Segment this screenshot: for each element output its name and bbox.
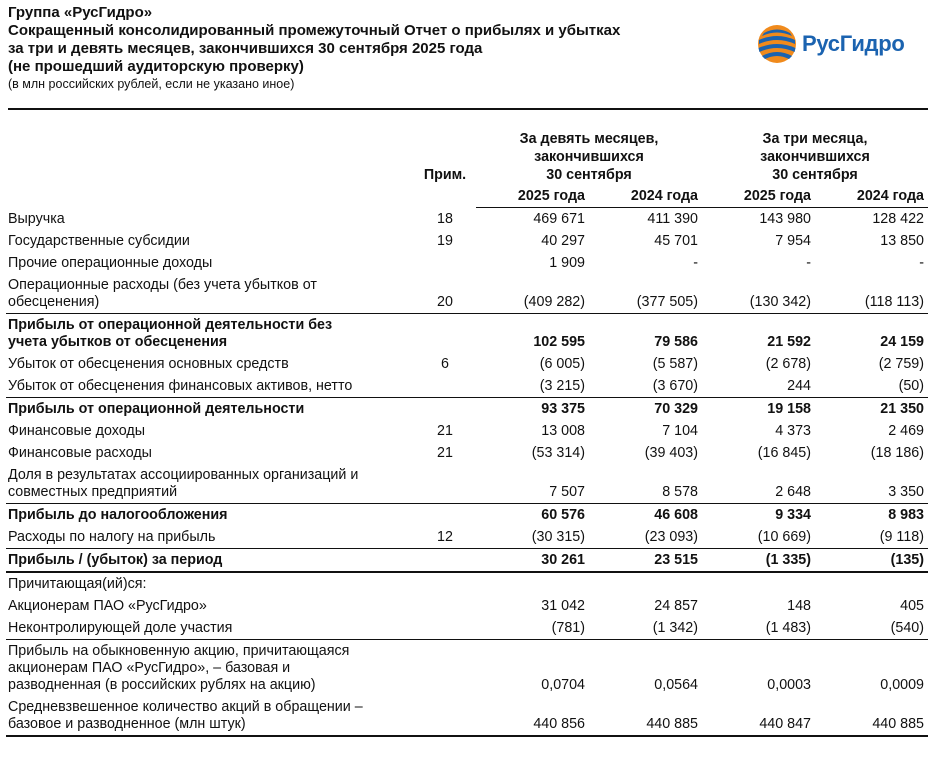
table-row <box>6 595 928 617</box>
row-value: (1 335) <box>702 549 815 573</box>
audit-status: (не прошедший аудиторскую проверку) <box>8 58 304 75</box>
rushydro-globe-icon <box>756 23 798 65</box>
row-note: 18 <box>437 211 453 227</box>
row-value: (3 670) <box>652 378 698 394</box>
table-row <box>6 617 928 640</box>
row-label: Финансовые доходы <box>8 423 146 439</box>
row-value: 440 847 <box>702 696 815 736</box>
row-label: Прибыль от операционной деятельности без учета убытков от обесценения <box>6 314 414 354</box>
row-note <box>414 549 476 573</box>
row-value: (118 113) <box>864 294 924 310</box>
row-value: 7 104 <box>662 423 698 439</box>
table-row <box>6 420 928 442</box>
row-note <box>414 617 476 640</box>
row-value: (3 215) <box>539 378 585 394</box>
row-value: 21 592 <box>702 314 815 354</box>
row-value: 23 515 <box>589 549 702 573</box>
row-value: (409 282) <box>523 294 585 310</box>
row-value: 469 671 <box>533 211 585 227</box>
row-value: 93 375 <box>476 398 589 421</box>
row-value: 7 954 <box>775 233 811 249</box>
row-value: 405 <box>900 598 924 614</box>
row-note: 19 <box>437 233 453 249</box>
row-value: 143 980 <box>759 211 811 227</box>
row-value: 440 856 <box>476 696 589 736</box>
row-note <box>414 314 476 354</box>
row-value: (135) <box>815 549 928 573</box>
row-value: (1 483) <box>702 617 815 640</box>
row-value: (5 587) <box>652 356 698 372</box>
note-column-header: Прим. <box>423 167 467 183</box>
row-note: 20 <box>437 294 453 310</box>
row-value: (1 342) <box>589 617 702 640</box>
row-value: 24 159 <box>815 314 928 354</box>
row-label: Прибыль до налогообложения <box>6 504 414 527</box>
row-value: - <box>919 255 924 271</box>
row-label: Прибыль на обыкновенную акцию, причитающаяся акционерам ПАО «РусГидро», – базовая и разводненная (в российских рублях на акцию) <box>8 643 350 693</box>
row-value: 21 350 <box>815 398 928 421</box>
row-value: (16 845) <box>757 445 811 461</box>
row-value: (18 186) <box>870 445 924 461</box>
row-label: Выручка <box>8 211 65 227</box>
row-value: (30 315) <box>531 529 585 545</box>
row-value: 13 008 <box>541 423 585 439</box>
row-note <box>414 252 476 274</box>
row-value: 148 <box>787 598 811 614</box>
rushydro-logo <box>756 20 916 68</box>
row-value: 0,0003 <box>767 677 811 693</box>
row-value: (39 403) <box>644 445 698 461</box>
three-months-header: За три месяца, закончившихся 30 сентября <box>760 131 870 183</box>
row-value: 2 648 <box>775 484 811 500</box>
column-group-header <box>6 130 928 184</box>
row-value: 0,0564 <box>654 677 698 693</box>
row-value: 19 158 <box>702 398 815 421</box>
row-label: Операционные расходы (без учета убытков от обесценения) <box>8 277 317 310</box>
row-value: 45 701 <box>654 233 698 249</box>
table-row <box>6 696 928 736</box>
year-header: 2024 года <box>589 184 702 208</box>
units-note: (в млн российских рублей, если не указано иное) <box>8 77 295 91</box>
report-period: за три и девять месяцев, закончившихся 30 сентября 2025 года <box>8 40 483 57</box>
row-value: 24 857 <box>654 598 698 614</box>
subtotal-row <box>6 398 928 421</box>
row-label: Государственные субсидии <box>8 233 190 249</box>
row-value: 9 334 <box>702 504 815 527</box>
row-value: 0,0009 <box>880 677 924 693</box>
table-row <box>6 208 928 231</box>
row-value: 7 507 <box>549 484 585 500</box>
row-label: Акционерам ПАО «РусГидро» <box>8 598 207 614</box>
row-value: (130 342) <box>749 294 811 310</box>
row-label: Убыток от обесценения финансовых активов, нетто <box>8 378 353 394</box>
row-value: (6 005) <box>539 356 585 372</box>
subtotal-row <box>6 314 928 354</box>
row-value: 31 042 <box>541 598 585 614</box>
report-header <box>8 4 728 92</box>
company-name: Группа «РусГидро» <box>8 4 153 21</box>
row-label: Неконтролирующей доле участия <box>6 617 414 640</box>
row-value: - <box>693 255 698 271</box>
row-note <box>414 696 476 736</box>
income-statement-table <box>6 130 928 737</box>
table-row <box>6 526 928 549</box>
row-label: Финансовые расходы <box>8 445 152 461</box>
table-row <box>6 252 928 274</box>
row-value: 3 350 <box>888 484 924 500</box>
report-title: Сокращенный консолидированный промежуточный Отчет о прибылях и убытках <box>8 22 621 39</box>
table-row <box>6 640 928 697</box>
row-label: Прибыль / (убыток) за период <box>6 549 414 573</box>
row-note <box>414 595 476 617</box>
row-note: 21 <box>437 423 453 439</box>
row-label: Причитающая(ий)ся: <box>8 576 147 592</box>
row-value: 40 297 <box>541 233 585 249</box>
row-value: 30 261 <box>476 549 589 573</box>
header-divider <box>8 108 928 110</box>
row-value: 0,0704 <box>541 677 585 693</box>
row-value: (540) <box>815 617 928 640</box>
row-value: - <box>806 255 811 271</box>
year-header: 2025 года <box>476 184 589 208</box>
row-value: 13 850 <box>880 233 924 249</box>
row-value: 440 885 <box>589 696 702 736</box>
row-label: Прибыль от операционной деятельности <box>6 398 414 421</box>
row-value: (2 678) <box>765 356 811 372</box>
row-value: 128 422 <box>872 211 924 227</box>
row-value: 8 983 <box>815 504 928 527</box>
row-label: Убыток от обесценения основных средств <box>8 356 289 372</box>
table-row <box>6 274 928 314</box>
row-value: (377 505) <box>636 294 698 310</box>
row-note <box>414 640 476 697</box>
row-value: 244 <box>787 378 811 394</box>
year-header: 2025 года <box>702 184 815 208</box>
row-label: Доля в результатах ассоциированных организаций и совместных предприятий <box>8 467 359 500</box>
row-note: 21 <box>437 445 453 461</box>
row-value: (9 118) <box>879 529 924 545</box>
row-value: (10 669) <box>757 529 811 545</box>
table-row <box>6 353 928 375</box>
row-value <box>589 572 702 595</box>
row-value: 440 885 <box>815 696 928 736</box>
row-value: (781) <box>476 617 589 640</box>
table-row <box>6 375 928 398</box>
row-value: 70 329 <box>589 398 702 421</box>
row-value: 411 390 <box>647 211 698 227</box>
table-row <box>6 464 928 504</box>
row-note <box>414 464 476 504</box>
row-value: 2 469 <box>888 423 924 439</box>
row-label: Прочие операционные доходы <box>8 255 213 271</box>
row-value: 79 586 <box>589 314 702 354</box>
row-note <box>414 398 476 421</box>
nine-months-header: За девять месяцев, закончившихся 30 сентября <box>519 131 659 183</box>
year-header-row <box>6 184 928 208</box>
row-note: 6 <box>441 356 449 372</box>
row-value <box>815 572 928 595</box>
row-note <box>414 572 476 595</box>
row-value: (23 093) <box>644 529 698 545</box>
row-value: (53 314) <box>531 445 585 461</box>
total-row <box>6 549 928 573</box>
row-value <box>702 572 815 595</box>
row-value: 4 373 <box>775 423 811 439</box>
row-value: (50) <box>898 378 924 394</box>
table-row <box>6 442 928 464</box>
table-row <box>6 572 928 595</box>
row-note <box>414 504 476 527</box>
row-value: 1 909 <box>549 255 585 271</box>
row-value: 60 576 <box>476 504 589 527</box>
row-note <box>414 375 476 398</box>
subtotal-row <box>6 504 928 527</box>
row-value <box>476 572 589 595</box>
row-label: Средневзвешенное количество акций в обращении – базовое и разводненное (млн штук) <box>6 696 414 736</box>
logo-text: РусГидро <box>802 31 905 56</box>
row-value: 102 595 <box>476 314 589 354</box>
row-value: 46 608 <box>589 504 702 527</box>
year-header: 2024 года <box>815 184 928 208</box>
row-label: Расходы по налогу на прибыль <box>8 529 216 545</box>
row-note: 12 <box>437 529 453 545</box>
row-value: (2 759) <box>878 356 924 372</box>
row-value: 8 578 <box>662 484 698 500</box>
table-row <box>6 230 928 252</box>
